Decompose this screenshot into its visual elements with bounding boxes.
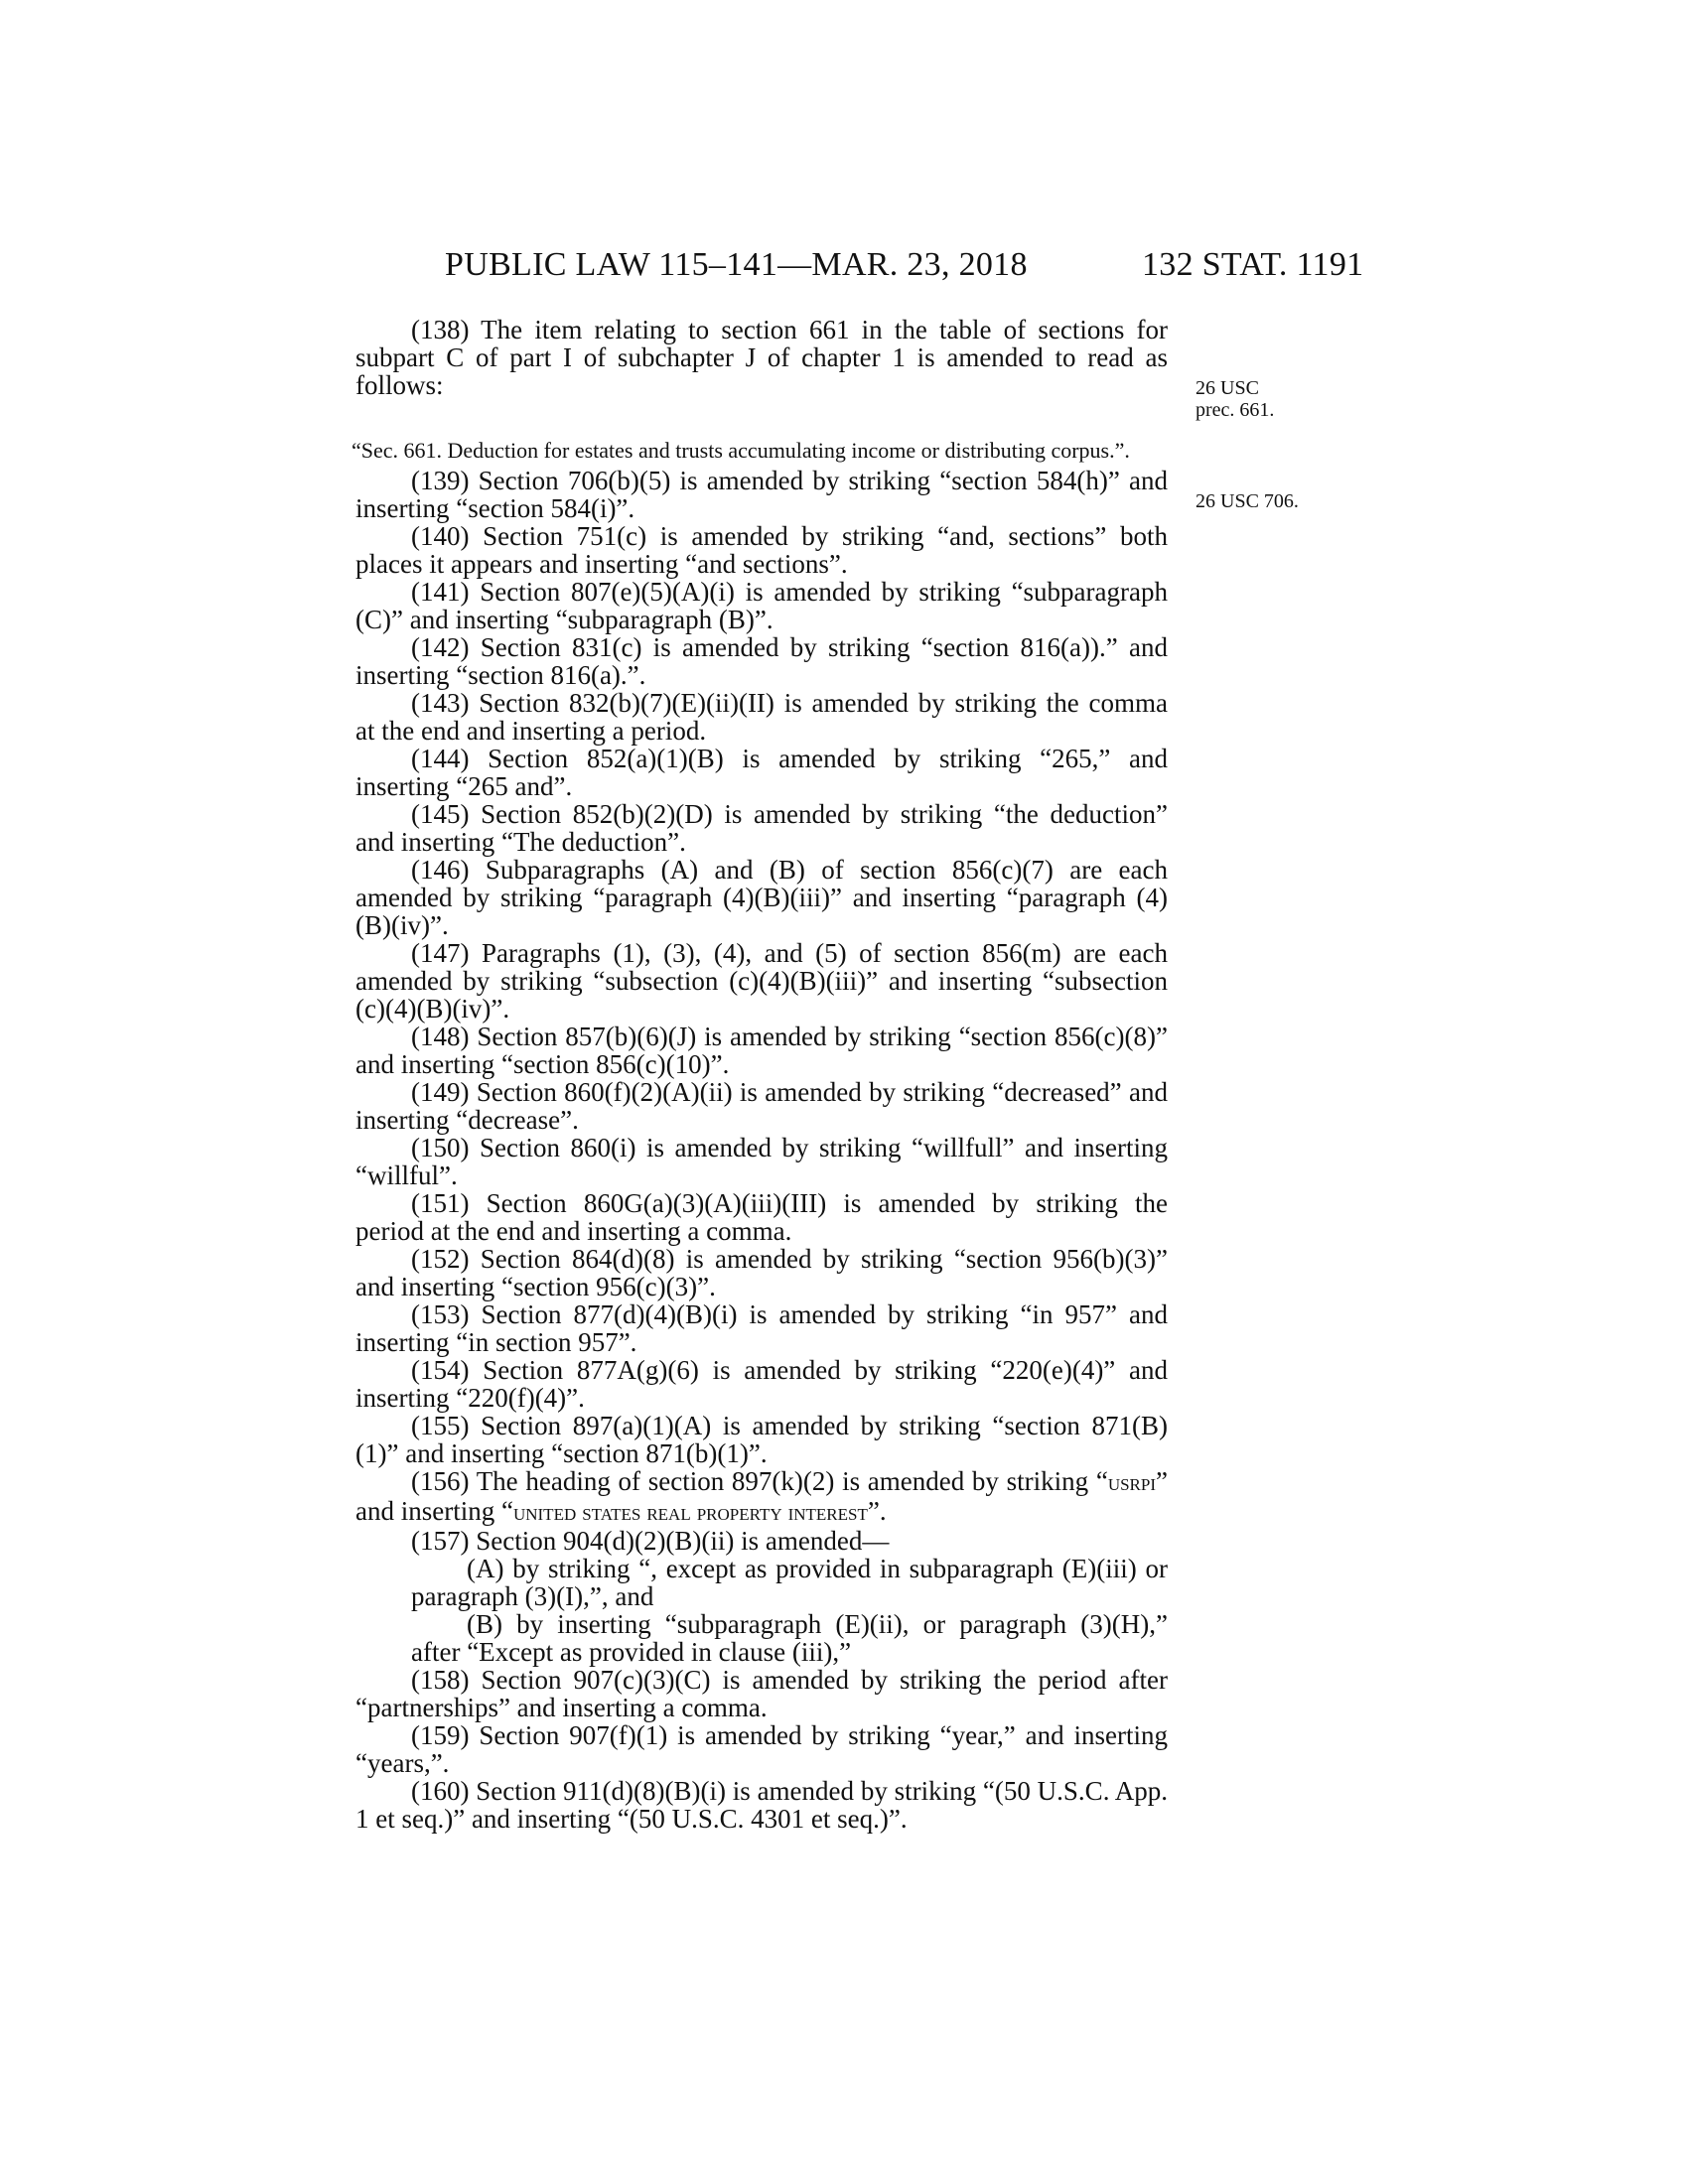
running-header-title: PUBLIC LAW 115–141—MAR. 23, 2018 — [445, 246, 1028, 283]
paragraph-156 — [355, 1467, 1168, 1527]
paragraph-155: (155) Section 897(a)(1)(A) is amended by striking “section 871(B)(1)” and inserting “section 871(b)(1)”. — [355, 1411, 1168, 1468]
paragraph-157-a: (A) by striking “, except as provided in subparagraph (E)(iii) or paragraph (3)(I),”, and — [411, 1554, 1168, 1611]
table-of-sections-item: “Sec. 661. Deduction for estates and trusts accumulating income or distributing corpus.”. — [352, 438, 1130, 463]
paragraph-157: (157) Section 904(d)(2)(B)(ii) is amended— — [411, 1526, 890, 1556]
paragraph-147: (147) Paragraphs (1), (3), (4), and (5) of section 856(m) are each amended by striking “subsection (c)(4)(B)(iii)” and inserting “subsection (c)(4)(B)(iv)”. — [355, 938, 1168, 1024]
paragraph-154: (154) Section 877A(g)(6) is amended by striking “220(e)(4)” and inserting “220(f)(4)”. — [355, 1355, 1168, 1413]
paragraph-138: (138) The item relating to section 661 in the table of sections for subpart C of part I of subchapter J of chapter 1 is amended to read as follows: — [355, 315, 1168, 400]
paragraph-157-b: (B) by inserting “subparagraph (E)(ii), or paragraph (3)(H),” after “Except as provided in clause (iii),” — [411, 1609, 1168, 1667]
paragraph-159: (159) Section 907(f)(1) is amended by striking “year,” and inserting “years,”. — [355, 1720, 1168, 1778]
paragraph-142: (142) Section 831(c) is amended by striking “section 816(a)).” and inserting “section 816(a).”. — [355, 632, 1168, 690]
paragraph-156-mid: ” and inserting “ — [355, 1466, 1168, 1526]
paragraph-160: (160) Section 911(d)(8)(B)(i) is amended by striking “(50 U.S.C. App. 1 et seq.)” and inserting “(50 U.S.C. 4301 et seq.)”. — [355, 1776, 1168, 1834]
paragraph-139: (139) Section 706(b)(5) is amended by striking “section 584(h)” and inserting “section 584(i)”. — [355, 466, 1168, 523]
paragraph-158: (158) Section 907(c)(3)(C) is amended by striking the period after “partnerships” and inserting a comma. — [355, 1665, 1168, 1722]
paragraph-156-struck-heading: usrpi — [1107, 1470, 1157, 1496]
paragraph-151: (151) Section 860G(a)(3)(A)(iii)(III) is amended by striking the period at the end and inserting a comma. — [355, 1188, 1168, 1246]
paragraph-156-new-heading: united states real property interest — [512, 1500, 868, 1526]
paragraph-153: (153) Section 877(d)(4)(B)(i) is amended by striking “in 957” and inserting “in section 957”. — [355, 1299, 1168, 1357]
paragraph-148: (148) Section 857(b)(6)(J) is amended by striking “section 856(c)(8)” and inserting “section 856(c)(10)”. — [355, 1022, 1168, 1079]
paragraph-146: (146) Subparagraphs (A) and (B) of section 856(c)(7) are each amended by striking “paragraph (4)(B)(iii)” and inserting “paragraph (4)(B)(iv)”. — [355, 855, 1168, 940]
paragraph-140: (140) Section 751(c) is amended by striking “and, sections” both places it appears and inserting “and sections”. — [355, 521, 1168, 579]
document-body — [352, 315, 1168, 1834]
margin-note-26-usc-prec-661: 26 USC prec. 661. — [1196, 377, 1275, 421]
paragraph-144: (144) Section 852(a)(1)(B) is amended by striking “265,” and inserting “265 and”. — [355, 744, 1168, 801]
paragraph-156-pre: (156) The heading of section 897(k)(2) is amended by striking “ — [411, 1466, 1108, 1496]
paragraph-156-post: ”. — [867, 1496, 887, 1526]
margin-note-26-usc-706: 26 USC 706. — [1196, 490, 1299, 512]
paragraph-149: (149) Section 860(f)(2)(A)(ii) is amended by striking “decreased” and inserting “decrease”. — [355, 1077, 1168, 1135]
paragraph-141: (141) Section 807(e)(5)(A)(i) is amended by striking “subparagraph (C)” and inserting “subparagraph (B)”. — [355, 577, 1168, 634]
paragraph-143: (143) Section 832(b)(7)(E)(ii)(II) is amended by striking the comma at the end and inserting a period. — [355, 688, 1168, 746]
paragraph-150: (150) Section 860(i) is amended by striking “willfull” and inserting “willful”. — [355, 1133, 1168, 1190]
paragraph-152: (152) Section 864(d)(8) is amended by striking “section 956(b)(3)” and inserting “section 956(c)(3)”. — [355, 1244, 1168, 1301]
paragraph-145: (145) Section 852(b)(2)(D) is amended by striking “the deduction” and inserting “The deduction”. — [355, 799, 1168, 857]
running-header-statute-page: 132 STAT. 1191 — [1142, 246, 1364, 283]
